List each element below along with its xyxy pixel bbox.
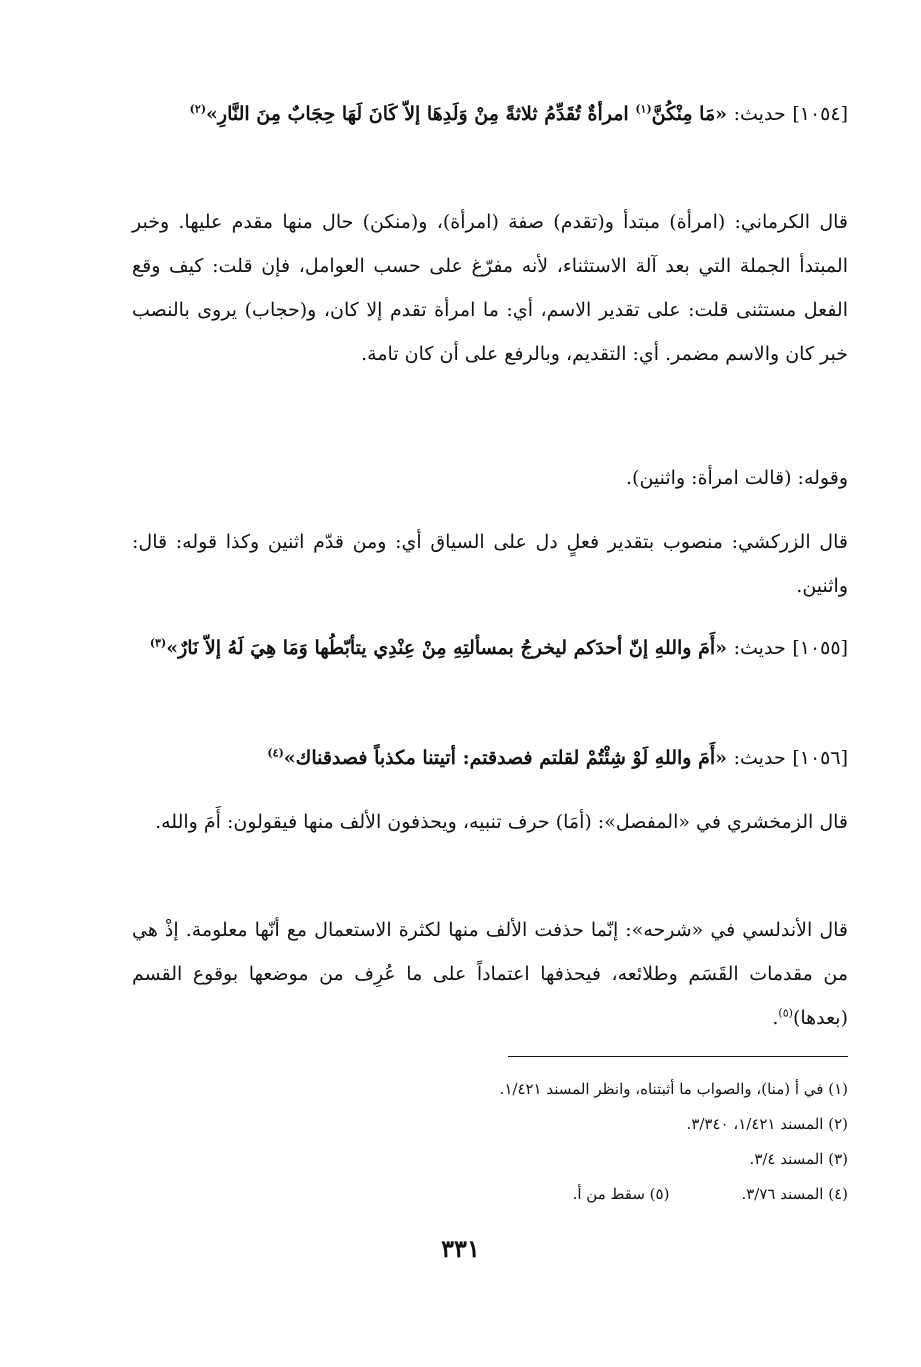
entry-lead: حديث: xyxy=(733,103,786,125)
paragraph-text: قال الأندلسي في «شرحه»: إنّما حذفت الألف منها لكثرة الاستعمال مع أنّها معلومة. إذْ هي من مقدمات القَسَم وطلائعه، فيحذفها اعتماداً على ما عُرِف من موضعها بوقوع القسم (بعدها) xyxy=(132,919,848,1029)
paragraph-andalusi xyxy=(132,908,848,1040)
footnote-ref: (١) xyxy=(635,102,652,116)
paragraph-kirmani xyxy=(132,200,848,376)
footnote-1: (١) في أ (منا)، والصواب ما أثبتناه، وانظر المسند ١/٤٢١. xyxy=(499,1080,848,1098)
hadith-entry-1054 xyxy=(132,92,848,136)
hadith-text: «أَمَ واللهِ لَوْ شِئْتُمْ لقلتم فصدقتم: أتيتنا مكذباً فصدقناك» xyxy=(283,747,727,769)
paragraph-zamakhshari xyxy=(132,800,848,844)
hadith-text: «أَمَ واللهِ إنّ أحدَكم ليخرجُ بمسألتِهِ مِنْ عِنْدِي يتأبّطُها وَمَا هِيَ لَهُ إلاّ نَارٌ» xyxy=(166,637,727,659)
paragraph-zarkashi xyxy=(132,520,848,608)
footnote-ref: (٤) xyxy=(267,746,284,760)
entry-number: [١٠٥٥] xyxy=(792,637,848,659)
paragraph-end: . xyxy=(772,1007,779,1029)
paragraph-text: قال الكرماني: (امرأة) مبتدأ و(تقدم) صفة (امرأة)، و(منكن) حال منها مقدم عليها. وخبر المبتدأ الجملة التي بعد آلة الاستثناء، لأنه مفرّغ على حسب العوامل، فإن قلت: كيف وقع الفعل مستثنى قلت: على تقدير الاسم، أي: ما امرأة تقدم إلا كان، و(حجاب) يروى بالنصب خبر كان والاسم مضمر. أي: التقديم، وبالرفع على أن كان تامة. xyxy=(132,211,848,365)
footnote-ref: (٢) xyxy=(189,102,207,116)
entry-number: [١٠٥٦] xyxy=(792,747,848,769)
footnote-divider xyxy=(508,1056,848,1057)
footnote-row xyxy=(132,1177,848,1212)
entry-lead: حديث: xyxy=(733,637,786,659)
hadith-text-cont: امرأةٌ تُقَدِّمُ ثلاثةً مِنْ وَلَدِهَا إلاّ كَانَ لَهَا حِجَابٌ مِنَ النَّارِ» xyxy=(206,103,629,125)
footnote-4: (٤) المسند ٣/٧٦. xyxy=(741,1185,848,1203)
footnote-2: (٢) المسند ١/٤٢١، ٣/٣٤٠. xyxy=(686,1115,848,1133)
footnote-3: (٣) المسند ٣/٤. xyxy=(749,1150,848,1168)
page-number: ٣٣١ xyxy=(441,1234,480,1263)
footnote-ref: (٥) xyxy=(778,1006,793,1020)
hadith-entry-1055 xyxy=(132,626,848,670)
paragraph-text: قال الزركشي: منصوب بتقدير فعلٍ دل على السياق أي: ومن قدّم اثنين وكذا قوله: قال: واثنين. xyxy=(132,531,848,597)
hadith-text: «مَا مِنْكُنَّ xyxy=(651,103,727,125)
footnote-ref: (٣) xyxy=(149,636,167,650)
hadith-entry-1056 xyxy=(132,736,848,780)
entry-number: [١٠٥٤] xyxy=(792,103,848,125)
paragraph-qawluhu xyxy=(132,456,848,500)
paragraph-text: قال الزمخشري في «المفصل»: (أمَا) حرف تنبيه، ويحذفون الألف منها فيقولون: أَمَ والله. xyxy=(155,811,848,833)
footnote-5: (٥) سقط من أ. xyxy=(572,1185,670,1203)
paragraph-text: وقوله: (قالت امرأة: واثنين). xyxy=(626,467,848,489)
entry-lead: حديث: xyxy=(733,747,786,769)
footnotes xyxy=(132,1072,848,1212)
